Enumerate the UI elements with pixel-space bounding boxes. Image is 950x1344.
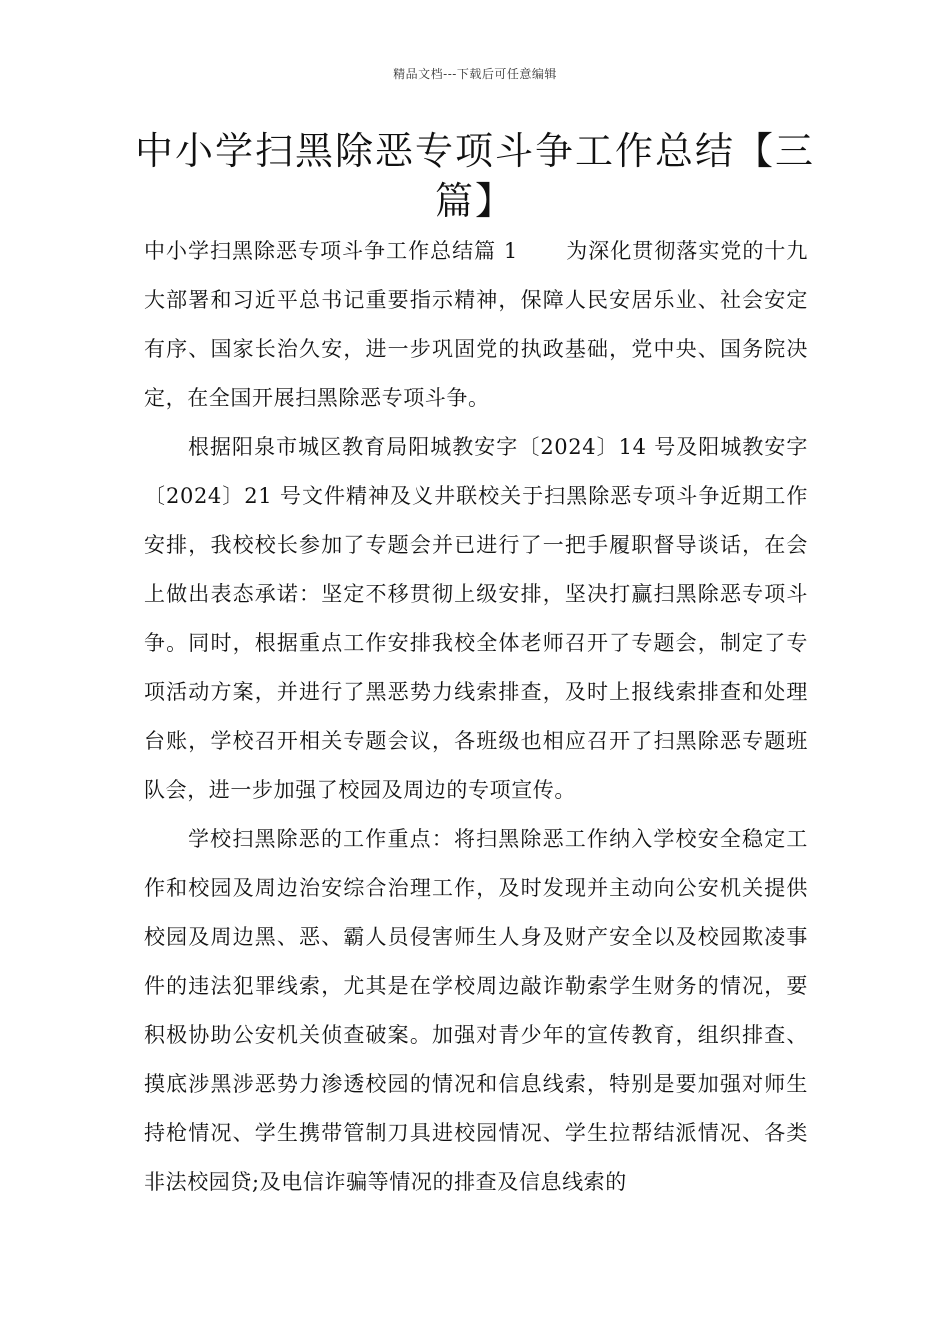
- document-title: 中小学扫黑除恶专项斗争工作总结【三篇】: [134, 129, 815, 223]
- paragraph-3: 学校扫黑除恶的工作重点：将扫黑除恶工作纳入学校安全稳定工作和校园及周边治安综合治理工作，及时发现并主动向公安机关提供校园及周边黑、恶、霸人员侵害师生人身及财产安全以及校园欺凌事件的违法犯罪线索，尤其是在学校周边敲诈勒索学生财务的情况，要积极协助公安机关侦查破案。加强对青少年的宣传教育，组织排查、摸底涉黑涉恶势力渗透校园的情况和信息线索，特别是要加强对师生持枪情况、学生携带管制刀具进校园情况、学生拉帮结派情况、各类非法校园贷;及电信诈骗等情况的排查及信息线索的: [144, 827, 808, 1194]
- header-note: 精品文档---下载后可任意编辑: [393, 67, 557, 81]
- document-body: [144, 227, 808, 1207]
- paragraph-1: [144, 227, 808, 423]
- paragraph-2: 根据阳泉市城区教育局阳城教安字〔2024〕14 号及阳城教安字〔2024〕21 号文件精神及义井联校关于扫黑除恶专项斗争近期工作安排，我校校长参加了专题会并已进行了一把手履职督导谈话，在会上做出表态承诺：坚定不移贯彻上级安排，坚决打赢扫黑除恶专项斗争。同时，根据重点工作安排我校全体老师召开了专题会，制定了专项活动方案，并进行了黑恶势力线索排查，及时上报线索排查和处理台账，学校召开相关专题会议，各班级也相应召开了扫黑除恶专题班队会，进一步加强了校园及周边的专项宣传。: [144, 435, 808, 802]
- section-heading: 中小学扫黑除恶专项斗争工作总结篇 1: [144, 239, 518, 263]
- paragraph-1-text: 为深化贯彻落实党的十九大部署和习近平总书记重要指示精神，保障人民安居乐业、社会安定有序、国家长治久安，进一步巩固党的执政基础，党中央、国务院决定，在全国开展扫黑除恶专项斗争。: [144, 239, 808, 410]
